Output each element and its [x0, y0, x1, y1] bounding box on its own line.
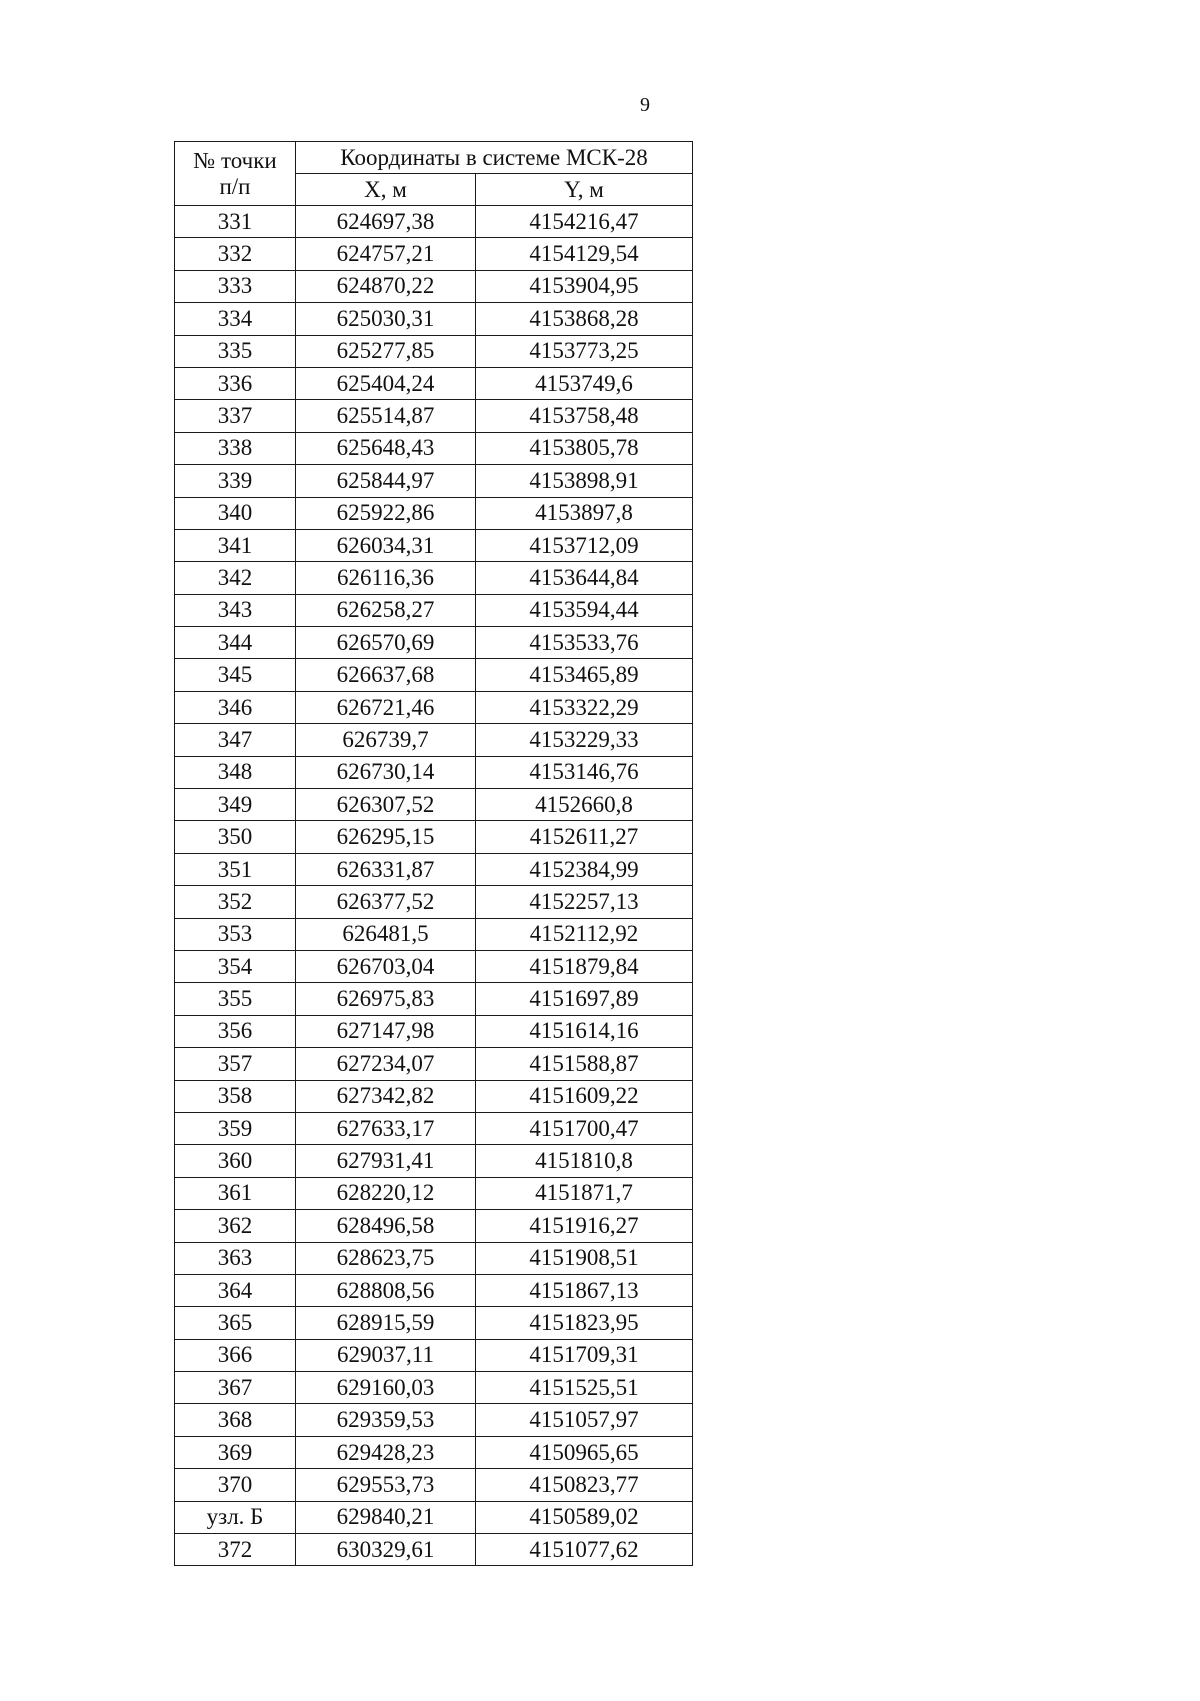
table-row	[175, 1469, 693, 1501]
point-number-header-line1: № точки	[193, 147, 277, 173]
point-number-cell: 366	[175, 1339, 296, 1371]
table-row	[175, 1177, 693, 1209]
x-coordinate-cell: 625030,31	[296, 303, 476, 335]
x-coordinate-cell: 628496,58	[296, 1210, 476, 1242]
point-number-header	[175, 142, 296, 206]
point-number-cell: 331	[175, 206, 296, 238]
y-coordinate-cell: 4150965,65	[476, 1436, 693, 1468]
y-coordinate-cell: 4153898,91	[476, 465, 693, 497]
point-number-cell: 336	[175, 367, 296, 399]
x-coordinate-cell: 626307,52	[296, 789, 476, 821]
table-row	[175, 627, 693, 659]
y-coordinate-cell: 4153749,6	[476, 367, 693, 399]
x-coordinate-cell: 626034,31	[296, 529, 476, 561]
x-coordinate-cell: 626295,15	[296, 821, 476, 853]
table-row	[175, 206, 693, 238]
x-coordinate-cell: 626721,46	[296, 691, 476, 723]
x-coordinate-cell: 625648,43	[296, 432, 476, 464]
table-row	[175, 529, 693, 561]
y-coordinate-cell: 4153897,8	[476, 497, 693, 529]
x-coordinate-cell: 629359,53	[296, 1404, 476, 1436]
point-number-cell: 358	[175, 1080, 296, 1112]
y-coordinate-cell: 4151614,16	[476, 1015, 693, 1047]
y-coordinate-cell: 4152660,8	[476, 789, 693, 821]
y-coordinate-cell: 4151697,89	[476, 983, 693, 1015]
point-number-cell: 332	[175, 238, 296, 270]
y-column-header: Y, м	[476, 174, 693, 206]
y-coordinate-cell: 4151823,95	[476, 1307, 693, 1339]
table-row	[175, 1534, 693, 1566]
x-coordinate-cell: 627633,17	[296, 1112, 476, 1144]
y-coordinate-cell: 4151879,84	[476, 950, 693, 982]
table-row	[175, 1112, 693, 1144]
point-number-cell: 333	[175, 270, 296, 302]
point-number-cell: 334	[175, 303, 296, 335]
x-coordinate-cell: 629037,11	[296, 1339, 476, 1371]
table-row	[175, 1339, 693, 1371]
y-coordinate-cell: 4151588,87	[476, 1048, 693, 1080]
table-row	[175, 400, 693, 432]
table-row	[175, 1372, 693, 1404]
table-row	[175, 1274, 693, 1306]
y-coordinate-cell: 4151709,31	[476, 1339, 693, 1371]
y-coordinate-cell: 4153805,78	[476, 432, 693, 464]
table-row	[175, 594, 693, 626]
table-row	[175, 950, 693, 982]
point-number-cell: 342	[175, 562, 296, 594]
y-coordinate-cell: 4151867,13	[476, 1274, 693, 1306]
table-row	[175, 1501, 693, 1533]
y-coordinate-cell: 4153229,33	[476, 724, 693, 756]
point-number-cell: 343	[175, 594, 296, 626]
y-coordinate-cell: 4153868,28	[476, 303, 693, 335]
table-row	[175, 303, 693, 335]
point-number-cell: 354	[175, 950, 296, 982]
point-number-cell: 365	[175, 1307, 296, 1339]
table-row	[175, 465, 693, 497]
point-number-cell: 340	[175, 497, 296, 529]
x-coordinate-cell: 626739,7	[296, 724, 476, 756]
table-row	[175, 367, 693, 399]
y-coordinate-cell: 4153465,89	[476, 659, 693, 691]
y-coordinate-cell: 4150589,02	[476, 1501, 693, 1533]
y-coordinate-cell: 4151057,97	[476, 1404, 693, 1436]
point-number-cell: 338	[175, 432, 296, 464]
point-number-cell: 355	[175, 983, 296, 1015]
coordinates-table	[174, 141, 693, 1566]
x-coordinate-cell: 624757,21	[296, 238, 476, 270]
point-number-cell: 350	[175, 821, 296, 853]
point-number-cell: 361	[175, 1177, 296, 1209]
table-row	[175, 335, 693, 367]
table-row	[175, 886, 693, 918]
table-row	[175, 1436, 693, 1468]
point-number-cell: 360	[175, 1145, 296, 1177]
table-row	[175, 691, 693, 723]
x-coordinate-cell: 627234,07	[296, 1048, 476, 1080]
point-number-cell: 351	[175, 853, 296, 885]
x-coordinate-cell: 625404,24	[296, 367, 476, 399]
table-row	[175, 432, 693, 464]
table-row	[175, 238, 693, 270]
table-row	[175, 1404, 693, 1436]
y-coordinate-cell: 4151609,22	[476, 1080, 693, 1112]
point-number-cell: 335	[175, 335, 296, 367]
y-coordinate-cell: 4151871,7	[476, 1177, 693, 1209]
y-coordinate-cell: 4150823,77	[476, 1469, 693, 1501]
x-column-header: X, м	[296, 174, 476, 206]
x-coordinate-cell: 628220,12	[296, 1177, 476, 1209]
point-number-cell: 339	[175, 465, 296, 497]
y-coordinate-cell: 4151908,51	[476, 1242, 693, 1274]
point-number-cell: 370	[175, 1469, 296, 1501]
x-coordinate-cell: 626116,36	[296, 562, 476, 594]
point-number-cell: 341	[175, 529, 296, 561]
page-number: 9	[640, 94, 650, 116]
point-number-header-line2: п/п	[219, 173, 251, 199]
x-coordinate-cell: 626377,52	[296, 886, 476, 918]
x-coordinate-cell: 624870,22	[296, 270, 476, 302]
point-number-cell: 345	[175, 659, 296, 691]
point-number-cell: 348	[175, 756, 296, 788]
x-coordinate-cell: 628623,75	[296, 1242, 476, 1274]
table-row	[175, 1080, 693, 1112]
x-coordinate-cell: 626481,5	[296, 918, 476, 950]
point-number-cell: 356	[175, 1015, 296, 1047]
y-coordinate-cell: 4151525,51	[476, 1372, 693, 1404]
table-row	[175, 1307, 693, 1339]
y-coordinate-cell: 4153712,09	[476, 529, 693, 561]
point-number-cell: 367	[175, 1372, 296, 1404]
x-coordinate-cell: 627342,82	[296, 1080, 476, 1112]
point-number-cell: 357	[175, 1048, 296, 1080]
x-coordinate-cell: 626637,68	[296, 659, 476, 691]
y-coordinate-cell: 4153594,44	[476, 594, 693, 626]
table-row	[175, 853, 693, 885]
table-row	[175, 659, 693, 691]
x-coordinate-cell: 624697,38	[296, 206, 476, 238]
point-number-cell: 344	[175, 627, 296, 659]
y-coordinate-cell: 4152112,92	[476, 918, 693, 950]
x-coordinate-cell: 625514,87	[296, 400, 476, 432]
point-number-cell: 372	[175, 1534, 296, 1566]
table-row	[175, 821, 693, 853]
x-coordinate-cell: 629428,23	[296, 1436, 476, 1468]
table-row	[175, 562, 693, 594]
x-coordinate-cell: 629160,03	[296, 1372, 476, 1404]
table-row	[175, 270, 693, 302]
x-coordinate-cell: 629553,73	[296, 1469, 476, 1501]
point-number-cell: 368	[175, 1404, 296, 1436]
table-header	[175, 142, 693, 206]
point-number-cell: узл. Б	[175, 1501, 296, 1533]
y-coordinate-cell: 4152257,13	[476, 886, 693, 918]
y-coordinate-cell: 4154129,54	[476, 238, 693, 270]
table-row	[175, 724, 693, 756]
x-coordinate-cell: 626975,83	[296, 983, 476, 1015]
x-coordinate-cell: 626258,27	[296, 594, 476, 626]
point-number-cell: 359	[175, 1112, 296, 1144]
y-coordinate-cell: 4153322,29	[476, 691, 693, 723]
y-coordinate-cell: 4153533,76	[476, 627, 693, 659]
x-coordinate-cell: 630329,61	[296, 1534, 476, 1566]
x-coordinate-cell: 629840,21	[296, 1501, 476, 1533]
point-number-cell: 337	[175, 400, 296, 432]
point-number-cell: 369	[175, 1436, 296, 1468]
x-coordinate-cell: 628808,56	[296, 1274, 476, 1306]
table-row	[175, 789, 693, 821]
y-coordinate-cell: 4153758,48	[476, 400, 693, 432]
x-coordinate-cell: 626570,69	[296, 627, 476, 659]
point-number-cell: 364	[175, 1274, 296, 1306]
y-coordinate-cell: 4151700,47	[476, 1112, 693, 1144]
table-body	[175, 206, 693, 1566]
point-number-cell: 362	[175, 1210, 296, 1242]
point-number-cell: 347	[175, 724, 296, 756]
table-row	[175, 1242, 693, 1274]
y-coordinate-cell: 4154216,47	[476, 206, 693, 238]
table-row	[175, 1145, 693, 1177]
point-number-cell: 363	[175, 1242, 296, 1274]
coordinates-group-header: Координаты в системе МСК-28	[296, 142, 693, 174]
table-row	[175, 1048, 693, 1080]
table-row	[175, 1015, 693, 1047]
table-row	[175, 918, 693, 950]
y-coordinate-cell: 4152384,99	[476, 853, 693, 885]
y-coordinate-cell: 4153146,76	[476, 756, 693, 788]
table-row	[175, 1210, 693, 1242]
y-coordinate-cell: 4153644,84	[476, 562, 693, 594]
y-coordinate-cell: 4151916,27	[476, 1210, 693, 1242]
y-coordinate-cell: 4151077,62	[476, 1534, 693, 1566]
point-number-cell: 349	[175, 789, 296, 821]
y-coordinate-cell: 4153904,95	[476, 270, 693, 302]
y-coordinate-cell: 4151810,8	[476, 1145, 693, 1177]
x-coordinate-cell: 625844,97	[296, 465, 476, 497]
table-row	[175, 983, 693, 1015]
x-coordinate-cell: 628915,59	[296, 1307, 476, 1339]
x-coordinate-cell: 627931,41	[296, 1145, 476, 1177]
x-coordinate-cell: 625277,85	[296, 335, 476, 367]
x-coordinate-cell: 626331,87	[296, 853, 476, 885]
y-coordinate-cell: 4153773,25	[476, 335, 693, 367]
x-coordinate-cell: 625922,86	[296, 497, 476, 529]
table-row	[175, 497, 693, 529]
x-coordinate-cell: 626730,14	[296, 756, 476, 788]
x-coordinate-cell: 626703,04	[296, 950, 476, 982]
point-number-cell: 346	[175, 691, 296, 723]
table-row	[175, 756, 693, 788]
x-coordinate-cell: 627147,98	[296, 1015, 476, 1047]
point-number-cell: 353	[175, 918, 296, 950]
point-number-cell: 352	[175, 886, 296, 918]
y-coordinate-cell: 4152611,27	[476, 821, 693, 853]
